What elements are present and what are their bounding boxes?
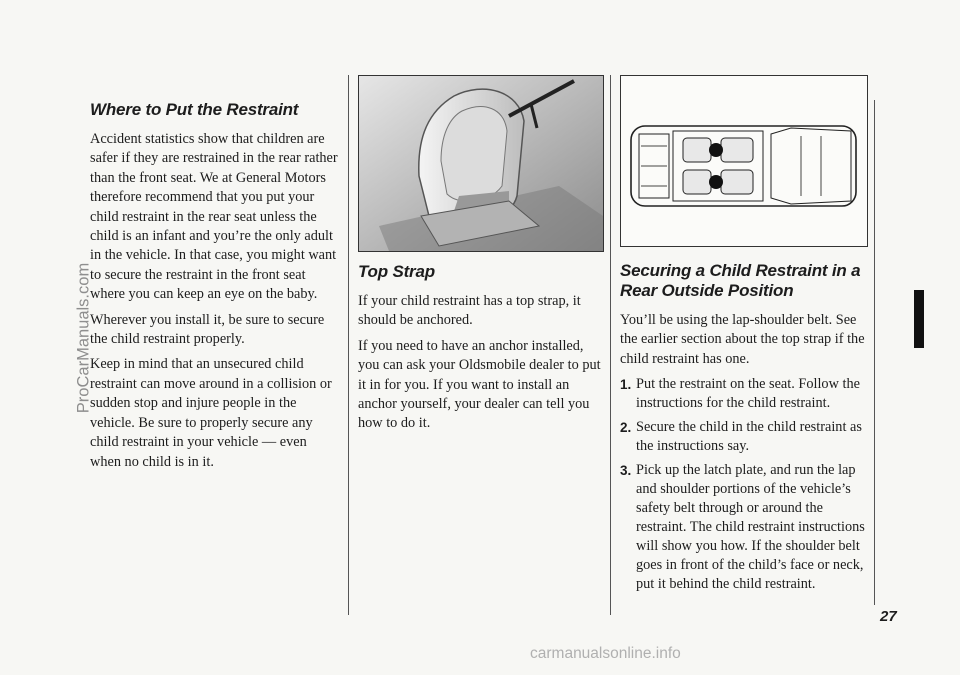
page-number: 27 [880,608,897,625]
child-seat-graphic [359,76,603,251]
car-top-view-graphic [621,76,867,246]
column-where-to-put [90,100,340,478]
paragraph: Accident statistics show that children are safer if they are restrained in the rear rather than the front seat. We at General Motors therefore recommend that you put your child restraint in the rear seat unless the child is an infant and you’re the only adult in the vehicle. In that case, you might want to secure the restraint in the front seat where you can keep an eye on the baby. [90,131,338,303]
section-heading: Where to Put the Restraint [90,100,299,119]
list-item: 3. Pick up the latch plate, and run the lap and shoulder portions of the vehicle’s safety belt through or around the restraint. The child restraint instructions will show you how. If the shoulder belt goes in front of the child’s face or neck, put it behind the child restraint. [620,462,865,593]
paragraph: If your child restraint has a top strap, it should be anchored. [358,293,581,329]
section-heading: Securing a Child Restraint in a Rear Outside Position [620,261,861,300]
paragraph: Keep in mind that an unsecured child restraint can move around in a collision or sudden stop and injure people in the vehicle. Be sure to properly secure any child restraint in your vehicle — even when no child is in it. [90,356,332,470]
column-securing-rear [620,75,868,599]
side-watermark: ProCarManuals.com [74,262,93,413]
column-divider [874,100,875,605]
paragraph: You’ll be using the lap-shoulder belt. See the earlier section about the top strap if the child restraint has one. [620,312,865,367]
section-heading: Top Strap [358,262,435,281]
paragraph: If you need to have an anchor installed, you can ask your Oldsmobile dealer to put it in for you. If you want to install an anchor yourself, your dealer can tell you how to do it. [358,337,601,432]
paragraph: Wherever you install it, be sure to secure the child restraint properly. [90,311,325,348]
column-divider [348,75,349,615]
column-divider [610,75,611,615]
car-top-view-illustration [620,75,868,247]
steps-list [620,375,868,594]
section-tab-marker [914,290,924,348]
child-seat-illustration [358,75,604,252]
column-top-strap [358,75,606,440]
list-item: 2. Secure the child in the child restraint as the instructions say. [620,419,862,455]
bottom-watermark: carmanualsonline.info [530,645,681,662]
list-item: 1. Put the restraint on the seat. Follow the instructions for the child restraint. [620,376,860,412]
